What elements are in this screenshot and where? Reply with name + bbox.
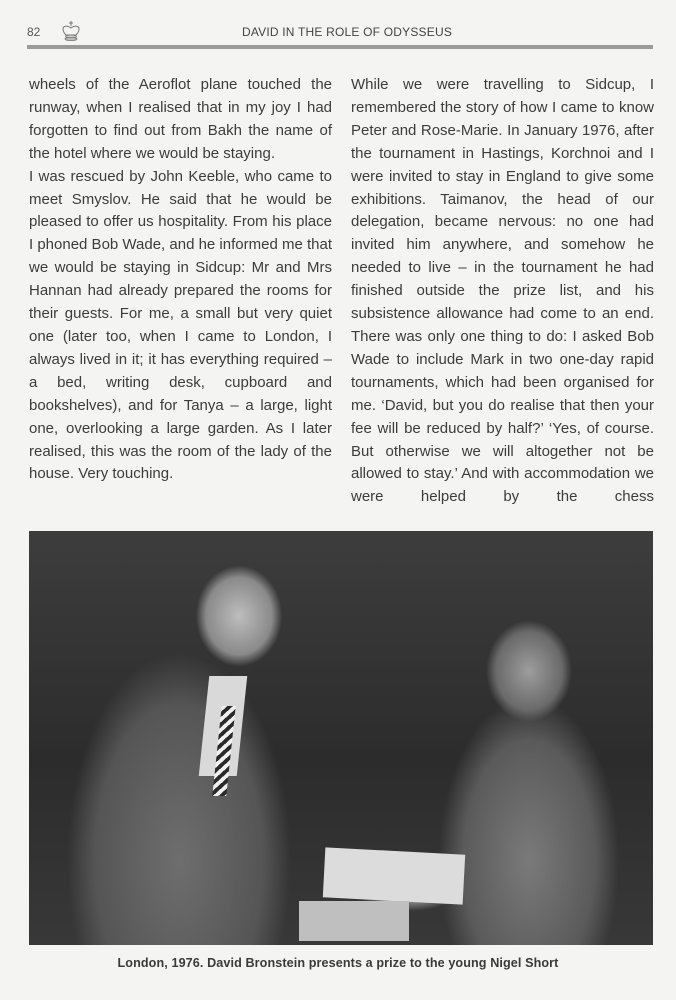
page-number: 82 <box>27 25 41 39</box>
photo-books-stack <box>299 901 409 941</box>
header-divider <box>27 45 653 49</box>
paragraph: wheels of the Aeroflot plane touched the runway, when I realised that in my joy I had forgotten to find out from Bakh the name of the hotel where we would be staying. <box>29 76 332 162</box>
photograph <box>29 531 653 945</box>
paragraph: I was rescued by John Keeble, who came to meet Smyslov. He said that he would be pleased to offer us hospitality. From his place I phoned Bob Wade, and he informed me that we would be staying in Sidcup: Mr and Mrs Hannan had already prepared the rooms for their guests. For me, a small but very quiet one (later too, when I came to London, I always lived in it; it has everything required – a bed, writing desk, cupboard and bookshelves), and for Tanya – a large, light one, overlooking a large garden. As I later realised, this was the room of the lady of the house. Very touching. <box>29 167 332 483</box>
photo-books <box>323 847 465 904</box>
right-text-column <box>351 74 654 509</box>
left-text-column <box>29 74 332 486</box>
running-title: DAVID IN THE ROLE OF ODYSSEUS <box>241 25 453 39</box>
page-header <box>27 20 653 46</box>
paragraph: While we were travelling to Sidcup, I remembered the story of how I came to know Peter and Rose-Marie. In January 1976, after the tournament in Hastings, Korchnoi and I were invited to stay in England to give some exhibitions. Taimanov, the head of our delegation, became nervous: no one had invited him anywhere, and somehow he needed to live – in the tournament he had finished outside the prize list, and his subsistence allowance had come to an end. There was only one thing to do: I asked Bob Wade to include Mark in two one-day rapid tournaments, which had been organised for me. ‘David, but you do realise that then your fee will be reduced by half?’ ‘Yes, of course. But otherwise we will altogether not be allowed to stay.’ And with accommodation we were helped by the chess <box>351 76 654 506</box>
figure-caption: London, 1976. David Bronstein presents a prize to the young Nigel Short <box>117 956 559 970</box>
